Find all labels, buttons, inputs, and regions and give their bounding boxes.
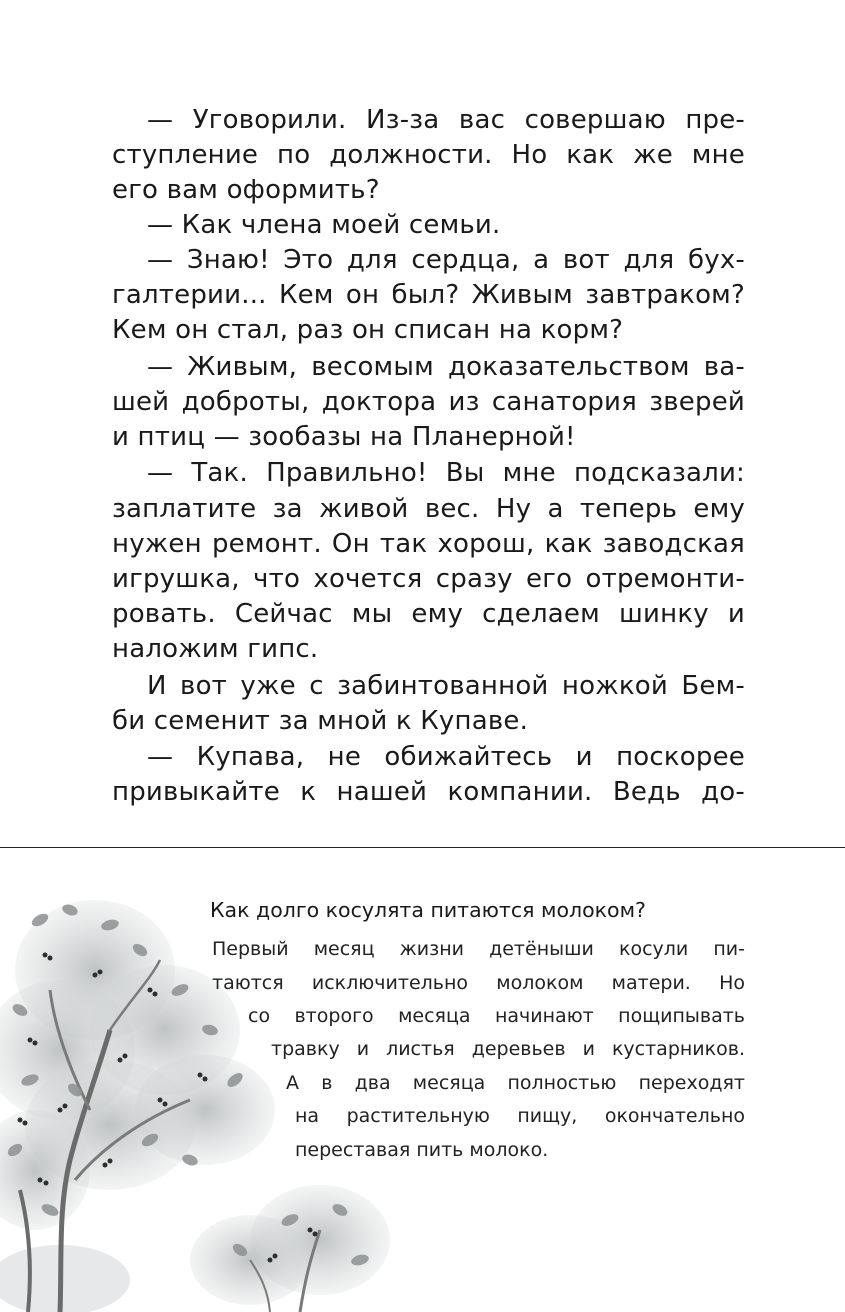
answer-line: переставая пить молоко. (295, 1139, 549, 1161)
text-line: его вам оформить? (112, 175, 380, 205)
text-line: Кем он стал, раз он списан на корм? (112, 315, 624, 345)
text-line: ступление по должности. Но как же мне (112, 140, 745, 170)
text-line: шей доброты, доктора из санатория зверей (112, 387, 745, 417)
text-line: — Как члена моей семьи. (147, 210, 501, 240)
text-line: галтерии... Кем он был? Живым завтраком? (112, 280, 745, 310)
answer-line: травку и листья деревьев и кустарников. (271, 1038, 745, 1060)
text-line: — Знаю! Это для сердца, а вот для бух- (147, 245, 745, 275)
answer-line: на растительную пищу, окончательно (295, 1105, 745, 1127)
text-line: И вот уже с забинтованной ножкой Бем- (147, 671, 745, 701)
section-divider (0, 847, 845, 848)
text-line: — Купава, не обижайтесь и поскорее (147, 742, 745, 772)
text-line: нужен ремонт. Он так хорош, как заводская (112, 529, 745, 559)
answer-line: со второго месяца начинают пощипывать (248, 1005, 745, 1027)
text-line: — Уговорили. Из-за вас совершаю пре- (147, 105, 745, 135)
answer-line: Первый месяц жизни детёныши косули пи- (212, 938, 745, 960)
text-line: игрушка, что хочется сразу его отремонти- (112, 564, 745, 594)
answer-line: таются исключительно молоком матери. Но (212, 972, 745, 994)
text-line: привыкайте к нашей компании. Ведь до- (112, 777, 745, 807)
text-line: — Живым, весомым доказательством ва- (147, 352, 745, 382)
text-line: и птиц — зообазы на Планерной! (112, 422, 576, 452)
text-line: ровать. Сейчас мы ему сделаем шинку и (112, 599, 745, 629)
text-line: заплатите за живой вес. Ну а теперь ему (112, 494, 745, 524)
text-line: би семенит за мной к Купаве. (112, 706, 529, 736)
text-line: — Так. Правильно! Вы мне подсказали: (147, 458, 745, 488)
answer-line: А в два месяца полностью переходят (286, 1072, 745, 1094)
text-line: наложим гипс. (112, 634, 319, 664)
sidebar-question: Как долго косулята питаются молоком? (210, 898, 646, 922)
